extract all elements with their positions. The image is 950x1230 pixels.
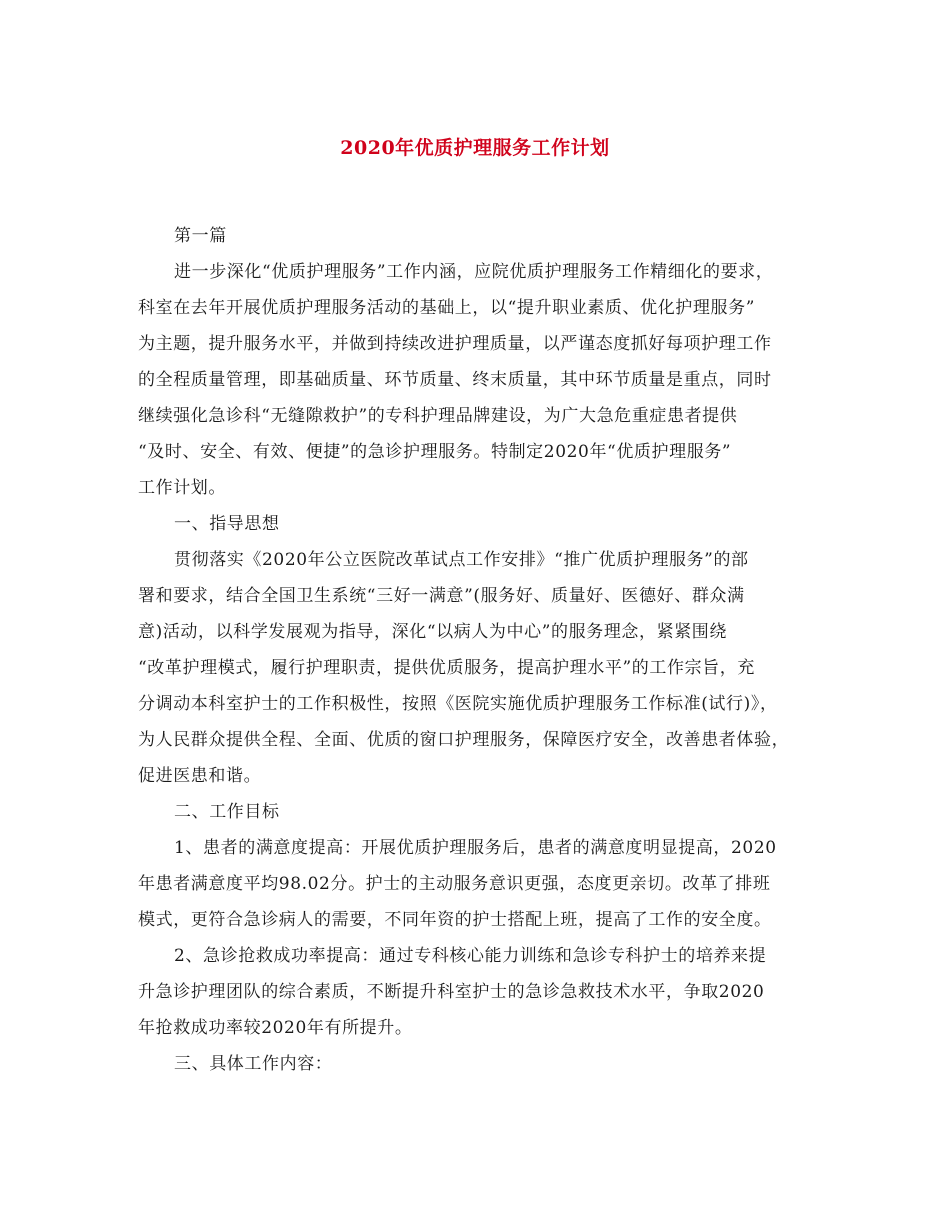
paragraph-line: 为人民群众提供全程、全面、优质的窗口护理服务，保障医疗安全，改善患者体验，	[138, 730, 790, 750]
paragraph-line: “改革护理模式，履行护理职责，提供优质服务，提高护理水平”的工作宗旨，充	[138, 658, 755, 678]
paragraph-line: 进一步深化“优质护理服务”工作内涵，应院优质护理服务工作精细化的要求，	[174, 262, 774, 282]
section-heading-work-content: 三、具体工作内容：	[174, 1054, 333, 1074]
document-title: 2020年优质护理服务工作计划	[340, 137, 610, 159]
paragraph-line: 贯彻落实《2020年公立医院改革试点工作安排》“推广优质护理服务”的部	[174, 550, 749, 570]
paragraph-line: 工作计划。	[138, 478, 226, 498]
paragraph-line: 继续强化急诊科“无缝隙救护”的专科护理品牌建设，为广大急危重症患者提供	[138, 406, 738, 426]
section-heading-work-goals: 二、工作目标	[174, 802, 280, 822]
document-body	[138, 218, 813, 1082]
paragraph-line: 的全程质量管理，即基础质量、环节质量、终末质量，其中环节质量是重点，同时	[138, 370, 772, 390]
paragraph-line: 升急诊护理团队的综合素质，不断提升科室护士的急诊急救技术水平，争取2020	[138, 982, 765, 1002]
paragraph-line: 为主题，提升服务水平，并做到持续改进护理质量，以严谨态度抓好每项护理工作	[138, 334, 772, 354]
paragraph-line: 分调动本科室护士的工作积极性，按照《医院实施优质护理服务工作标准(试行)》，	[138, 694, 778, 714]
paragraph-line: 2、急诊抢救成功率提高：通过专科核心能力训练和急诊专科护士的培养来提	[174, 946, 767, 966]
paragraph-line: 模式，更符合急诊病人的需要，不同年资的护士搭配上班，提高了工作的安全度。	[138, 910, 772, 930]
paragraph-line: 年患者满意度平均98.02分。护士的主动服务意识更强，态度更亲切。改革了排班	[138, 874, 771, 894]
section-heading-guiding-ideology: 一、指导思想	[174, 514, 280, 534]
paragraph-line: “及时、安全、有效、便捷”的急诊护理服务。特制定2020年“优质护理服务”	[138, 442, 732, 462]
paragraph-line: 科室在去年开展优质护理服务活动的基础上，以“提升职业素质、优化护理服务”	[138, 298, 755, 318]
paragraph-line: 年抢救成功率较2020年有所提升。	[138, 1018, 413, 1038]
section-heading-part-one: 第一篇	[174, 226, 227, 246]
paragraph-line: 意)活动，以科学发展观为指导，深化“以病人为中心”的服务理念，紧紧围绕	[138, 622, 728, 642]
paragraph-line: 促进医患和谐。	[138, 766, 262, 786]
paragraph-line: 1、患者的满意度提高：开展优质护理服务后，患者的满意度明显提高，2020	[174, 838, 777, 858]
paragraph-line: 署和要求，结合全国卫生系统“三好一满意”(服务好、质量好、医德好、群众满	[138, 586, 745, 606]
